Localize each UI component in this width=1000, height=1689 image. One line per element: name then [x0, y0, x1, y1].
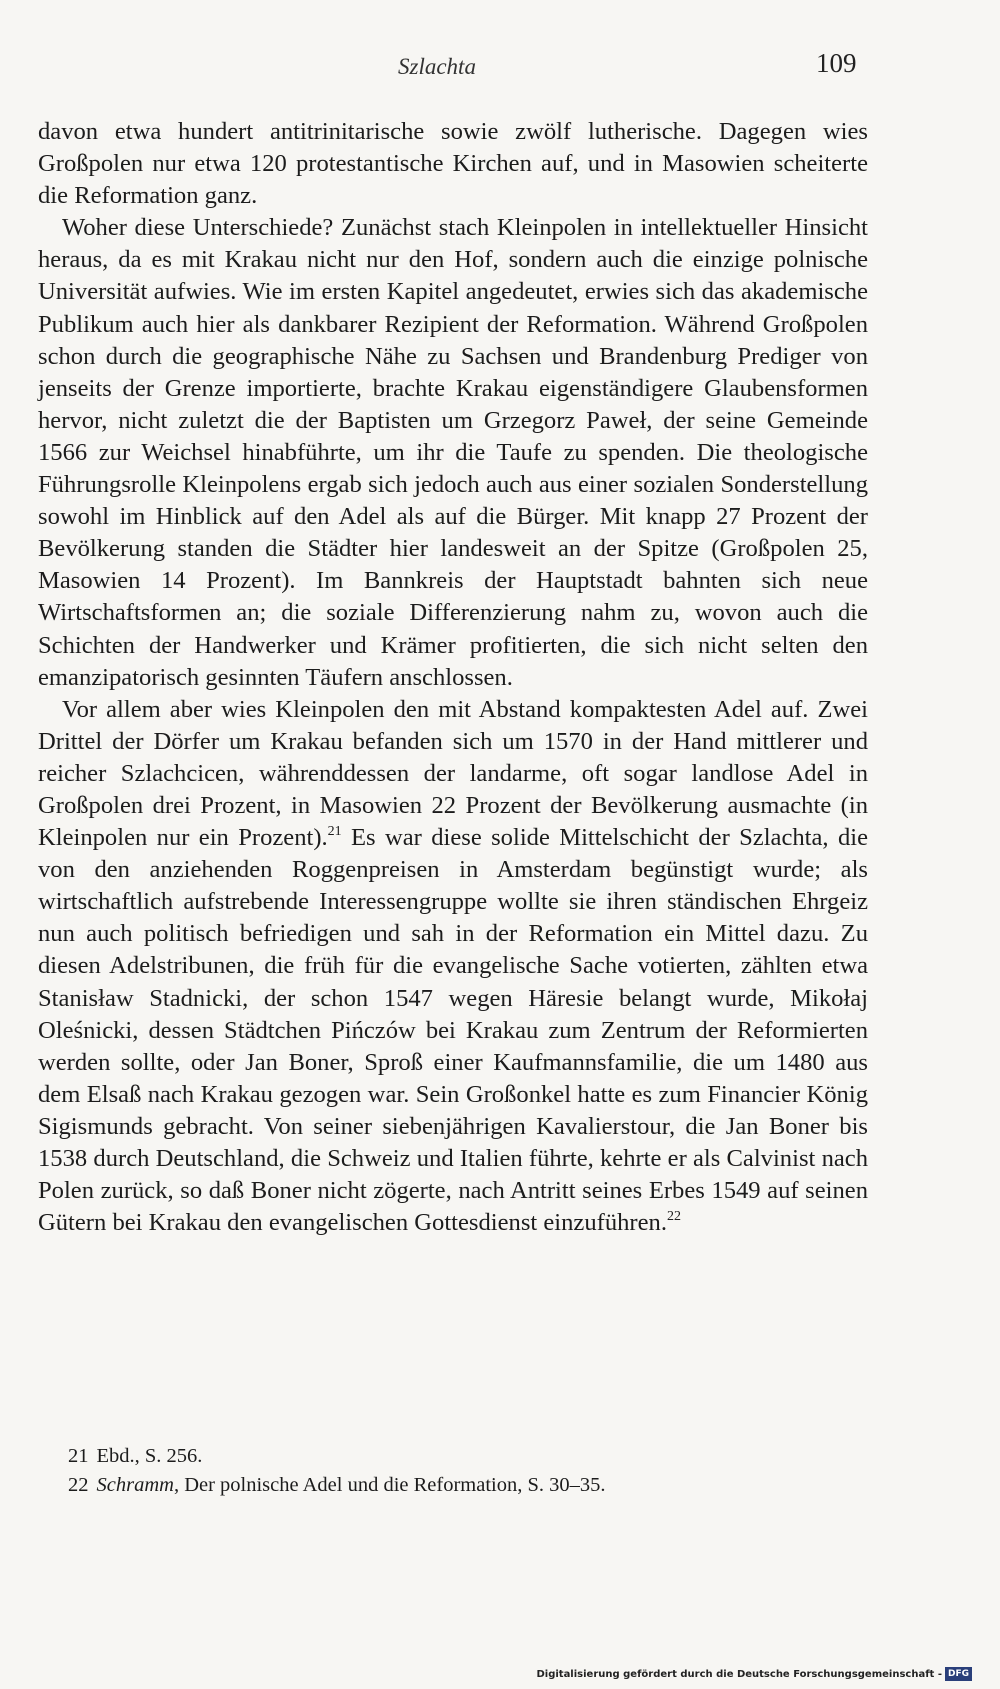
paragraph-2: Woher diese Unterschiede? Zunächst stach Kleinpolen in intellektueller Hinsicht heraus, da es mit Krakau nicht nur den Hof, sondern auch die einzige polnische Universität aufwies. Wie im ersten Kapitel angedeutet, erwies sich das akademische Publikum auch hier als dankbarer Rezipient der Reformation. Während Großpolen schon durch die geographische Nähe zu Sachsen und Brandenburg Prediger von jenseits der Grenze importierte, brachte Krakau eigenständigere Glaubensformen hervor, nicht zuletzt die der Baptisten um Grzegorz Paweł, der seine Gemeinde 1566 zur Weichsel hinabführte, um ihr die Taufe zu spenden. Die theologische Führungsrolle Kleinpolens ergab sich jedoch auch aus einer sozialen Sonderstellung sowohl im Hinblick auf den Adel als auf die Bürger. Mit knapp 27 Prozent der Bevölkerung standen die Städter hier landesweit an der Spitze (Großpolen 25, Masowien 14 Prozent). Im Bannkreis der Hauptstadt bahnten sich neue Wirtschaftsformen an; die soziale Differenzierung nahm zu, wovon auch die Schichten der Handwerker und Krämer profitierten, die sich nicht selten den emanzipatorisch gesinnten Täufern anschlossen.	[38, 214, 868, 691]
footnote-text: Ebd., S. 256.	[96, 1445, 203, 1467]
paragraph-3-part-b: Es war diese solide Mittelschicht der Szlachta, die von den anziehenden Roggenpreisen in Amsterdam begünstigt wurde; als wirtschaftlich aufstrebende Interessengruppe wollte sie ihren ständischen Ehrgeiz nun auch politisch befriedigen und sah in der Reformation ein Mittel dazu. Zu diesen Adelstribunen, die früh für die evangelische Sache votierten, zählten etwa Stanisław Stadnicki, der schon 1547 wegen Häresie belangt wurde, Mikołaj Oleśnicki, dessen Städtchen Pińczów bei Krakau zum Zentrum der Reformierten werden sollte, oder Jan Boner, Sproß einer Kaufmannsfamilie, die um 1480 aus dem Elsaß nach Krakau gezogen war. Sein Großonkel hatte es zum Financier König Sigismunds gebracht. Von seiner siebenjährigen Kavalierstour, die Jan Boner bis 1538 durch Deutschland, die Schweiz und Italien führte, kehrte er als Calvinist nach Polen zurück, so daß Boner nicht zögerte, nach Antritt seines Erbes 1549 auf seinen Gütern bei Krakau den evangelischen Gottesdienst einzuführen.	[38, 824, 868, 1237]
footnote-author: Schramm	[96, 1474, 174, 1496]
footnote-ref-21[interactable]: 21	[327, 824, 342, 840]
paragraph-3	[38, 694, 868, 1240]
digitization-credit	[536, 1667, 972, 1681]
footnotes	[68, 1442, 828, 1500]
footnote-22	[68, 1471, 828, 1500]
footnote-number: 22	[68, 1474, 89, 1496]
main-text	[38, 116, 868, 1239]
page-number: 109	[816, 48, 857, 78]
footnote-number: 21	[68, 1445, 89, 1467]
dfg-logo: DFG	[945, 1667, 972, 1681]
credit-text: Digitalisierung gefördert durch die Deutsche Forschungsgemeinschaft -	[536, 1668, 942, 1680]
footnote-ref-22[interactable]: 22	[666, 1209, 681, 1225]
footnote-text: , Der polnische Adel und die Reformation, S. 30–35.	[173, 1474, 606, 1496]
paragraph-3-part-a: Vor allem aber wies Kleinpolen den mit Abstand kompaktesten Adel auf. Zwei Drittel der Dörfer um Krakau befanden sich um 1570 in der Hand mittlerer und reicher Szlachcicen, währenddessen der landarme, oft sogar landlose Adel in Großpolen drei Prozent, in Masowien 22 Prozent der Bevölkerung ausmachte (in Kleinpolen nur ein Prozent).	[38, 695, 868, 852]
paragraph-1: davon etwa hundert antitrinitarische sowie zwölf lutherische. Dagegen wies Großpolen nur etwa 120 protestantische Kirchen auf, und in Masowien scheiterte die Reformation ganz.	[38, 118, 868, 210]
footnote-21	[68, 1442, 828, 1471]
running-title: Szlachta	[398, 54, 476, 79]
